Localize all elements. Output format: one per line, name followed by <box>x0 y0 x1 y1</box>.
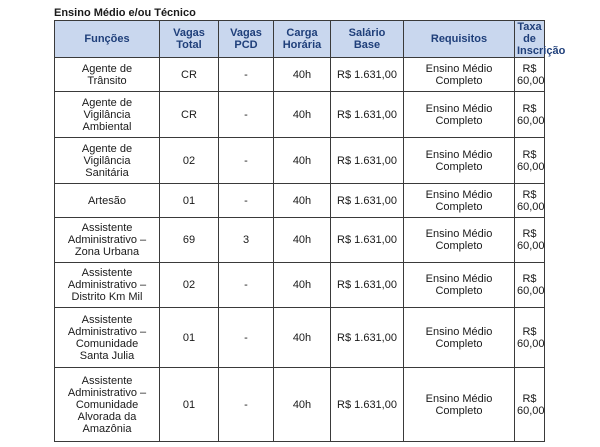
cell-salario: R$ 1.631,00 <box>331 263 404 308</box>
cell-carga: 40h <box>274 92 331 138</box>
cell-requisitos: Ensino Médio Completo <box>404 308 515 368</box>
cell-carga: 40h <box>274 218 331 263</box>
cell-requisitos: Ensino Médio Completo <box>404 58 515 92</box>
cell-taxa: R$ 60,00 <box>515 184 545 218</box>
cell-requisitos: Ensino Médio Completo <box>404 263 515 308</box>
cell-taxa: R$ 60,00 <box>515 58 545 92</box>
cell-carga: 40h <box>274 138 331 184</box>
cell-funcao: Assistente Administrativo – Zona Urbana <box>55 218 160 263</box>
vacancies-table <box>54 20 566 442</box>
cell-vagas-total: 01 <box>160 368 219 442</box>
cell-funcao: Agente de Vigilância Sanitária <box>55 138 160 184</box>
cell-funcao: Assistente Administrativo – Comunidade Alvorada da Amazônia <box>55 368 160 442</box>
cell-requisitos: Ensino Médio Completo <box>404 92 515 138</box>
table-row <box>55 263 545 308</box>
cell-vagas-pcd: - <box>219 184 274 218</box>
table-row <box>55 218 545 263</box>
cell-requisitos: Ensino Médio Completo <box>404 184 515 218</box>
header-taxa-inscricao: Taxa de Inscrição <box>515 21 545 58</box>
cell-vagas-total: 02 <box>160 138 219 184</box>
header-requisitos: Requisitos <box>404 21 515 58</box>
cell-vagas-total: 02 <box>160 263 219 308</box>
cell-salario: R$ 1.631,00 <box>331 184 404 218</box>
cell-requisitos: Ensino Médio Completo <box>404 218 515 263</box>
cell-salario: R$ 1.631,00 <box>331 58 404 92</box>
cell-requisitos: Ensino Médio Completo <box>404 138 515 184</box>
cell-vagas-pcd: - <box>219 263 274 308</box>
cell-vagas-pcd: - <box>219 308 274 368</box>
header-vagas-total: Vagas Total <box>160 21 219 58</box>
cell-taxa: R$ 60,00 <box>515 138 545 184</box>
cell-carga: 40h <box>274 308 331 368</box>
cell-funcao: Agente de Vigilância Ambiental <box>55 92 160 138</box>
cell-taxa: R$ 60,00 <box>515 368 545 442</box>
cell-funcao: Agente de Trânsito <box>55 58 160 92</box>
table-row <box>55 138 545 184</box>
cell-vagas-pcd: 3 <box>219 218 274 263</box>
table-row <box>55 92 545 138</box>
cell-carga: 40h <box>274 368 331 442</box>
cell-vagas-total: CR <box>160 58 219 92</box>
cell-funcao: Assistente Administrativo – Distrito Km Mil <box>55 263 160 308</box>
section-heading: Ensino Médio e/ou Técnico <box>54 7 196 19</box>
cell-taxa: R$ 60,00 <box>515 308 545 368</box>
table-header-row <box>55 21 545 58</box>
cell-taxa: R$ 60,00 <box>515 218 545 263</box>
cell-salario: R$ 1.631,00 <box>331 308 404 368</box>
cell-taxa: R$ 60,00 <box>515 92 545 138</box>
cell-carga: 40h <box>274 263 331 308</box>
header-vagas-pcd: Vagas PCD <box>219 21 274 58</box>
cell-salario: R$ 1.631,00 <box>331 368 404 442</box>
table-row <box>55 58 545 92</box>
cell-carga: 40h <box>274 58 331 92</box>
cell-funcao: Assistente Administrativo – Comunidade Santa Julia <box>55 308 160 368</box>
cell-requisitos: Ensino Médio Completo <box>404 368 515 442</box>
header-carga-horaria: Carga Horária <box>274 21 331 58</box>
cell-vagas-total: CR <box>160 92 219 138</box>
cell-vagas-total: 01 <box>160 308 219 368</box>
cell-taxa: R$ 60,00 <box>515 263 545 308</box>
cell-vagas-pcd: - <box>219 58 274 92</box>
cell-salario: R$ 1.631,00 <box>331 92 404 138</box>
cell-vagas-pcd: - <box>219 368 274 442</box>
cell-salario: R$ 1.631,00 <box>331 138 404 184</box>
cell-vagas-pcd: - <box>219 138 274 184</box>
cell-vagas-total: 01 <box>160 184 219 218</box>
cell-vagas-total: 69 <box>160 218 219 263</box>
cell-vagas-pcd: - <box>219 92 274 138</box>
cell-funcao: Artesão <box>55 184 160 218</box>
header-funcoes: Funções <box>55 21 160 58</box>
table-row <box>55 184 545 218</box>
table-row <box>55 368 545 442</box>
cell-salario: R$ 1.631,00 <box>331 218 404 263</box>
table-row <box>55 308 545 368</box>
cell-carga: 40h <box>274 184 331 218</box>
header-salario-base: Salário Base <box>331 21 404 58</box>
